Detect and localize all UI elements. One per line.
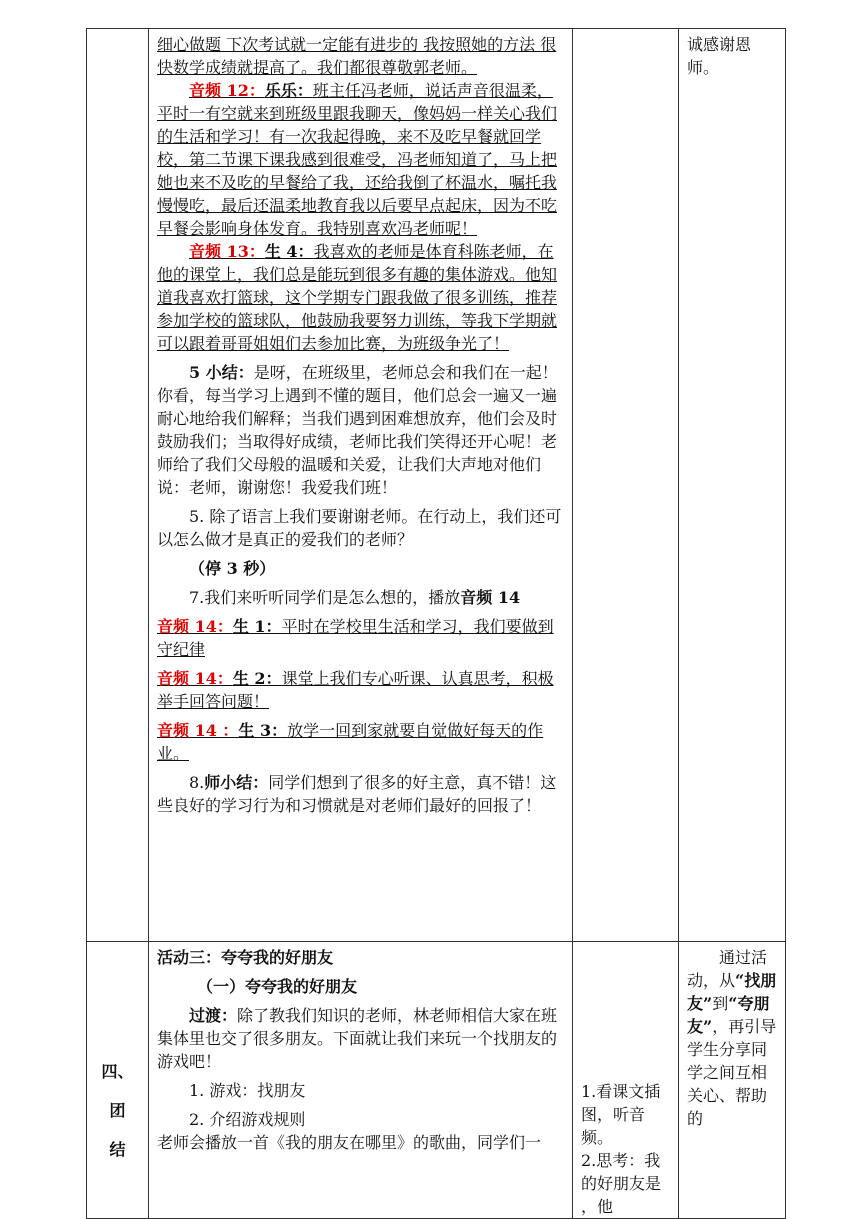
audio-tag: 音频 14： (157, 669, 233, 688)
audio-text: 班主任冯老师，说话声音很温柔，平时一有空就来到班级里跟我聊天，像妈妈一样关心我们的生活和学习！有一次我起得晚，来不及吃早餐就回学校，第二节课下课我感到很难受，冯老师知道了，马上把她也来不及吃的早餐给了我，还给我倒了杯温水，嘱托我慢慢吃，最后还温柔地教育我以后要早点起床，因为不吃早餐会影响身体发育。我特别喜欢冯老师呢！ (157, 81, 558, 238)
teaching-content-cell (149, 942, 573, 1219)
summary-label: 师小结： (204, 773, 269, 792)
rules-text: 老师会播放一首《我的朋友在哪里》的歌曲，同学们一 (157, 1133, 542, 1152)
design-purpose-cell (679, 942, 786, 1219)
pause-note: （停 3 秒） (189, 559, 276, 578)
purpose-text: 到 (712, 994, 729, 1013)
section-cell (87, 942, 149, 1219)
list-item: 1. 游戏：找朋友 (189, 1081, 306, 1100)
audio-text: 我喜欢的老师是体育科陈老师，在他的课堂上，我们总是能玩到很多有趣的集体游戏。他知道我喜欢打篮球，这个学期专门跟我做了很多训练，推荐参加学校的篮球队，他鼓励我要努力训练，等我下学期就可以跟着哥哥姐姐们去参加比赛，为班级争光了！ (157, 242, 558, 353)
section-cell (87, 29, 149, 942)
student-step: 2.思考：我的好朋友是 ，他 (581, 1151, 662, 1216)
summary-label: 5 小结： (189, 363, 254, 382)
audio-text: 放学一回到家就要自觉做好每天的作业。 (157, 721, 544, 763)
transition-paragraph (157, 1004, 566, 1073)
student-activity-cell (573, 29, 679, 942)
purpose-emphasis: “找朋友” (687, 971, 777, 1013)
speaker: 生 1： (232, 617, 282, 636)
list-item: 2. 介绍游戏规则 (189, 1110, 306, 1129)
audio-14-student-3 (157, 719, 566, 765)
speaker: 生 3： (238, 721, 288, 740)
activity-subtitle: （一）夸夸我的好朋友 (197, 977, 358, 996)
activity-title: 活动三：夸夸我的好朋友 (157, 948, 334, 967)
transition-label: 过渡： (189, 1006, 238, 1025)
paragraph-continued: 细心做题 下次考试就一定能有进步的 我按照她的方法 很快数学成绩就提高了。我们都很尊敬郭老师。 (157, 35, 557, 77)
speaker: 生 2： (232, 669, 282, 688)
purpose-text: 诚感谢恩师。 (687, 35, 752, 77)
summary-number: 8. (189, 773, 205, 792)
audio-12-paragraph (157, 79, 566, 240)
audio-text: 课堂上我们专心听课、认真思考，积极举手回答问题！ (157, 669, 554, 711)
audio-14-student-1 (157, 615, 566, 661)
section-char: 结 (109, 1140, 126, 1159)
audio-reference: 音频 14 (460, 588, 521, 607)
audio-tag: 音频 13： (189, 242, 265, 261)
audio-13-paragraph (157, 240, 566, 355)
table-row (87, 29, 786, 942)
audio-tag: 音频 12： (189, 81, 265, 100)
teaching-content-cell (149, 29, 573, 942)
speaker: 生 4： (264, 242, 314, 261)
question-5: 5. 除了语言上我们要谢谢老师。在行动上，我们还可以怎么做才是真正的爱我们的老师？ (157, 507, 562, 549)
question-7-text: 7.我们来听听同学们是怎么想的，播放 (189, 588, 461, 607)
student-activity-cell (573, 942, 679, 1219)
summary-text: 是呀，在班级里，老师总会和我们在一起！你看，每当学习上遇到不懂的题目，他们总会一遍又一遍耐心地给我们解释；当我们遇到困难想放弃，他们会及时鼓励我们；当取得好成绩，老师比我们笑得还开心呢！老师给了我们父母般的温暖和关爱，让我们大声地对他们说：老师，谢谢您！我爱我们班！ (157, 363, 558, 497)
purpose-text: 通过活动，从 (687, 948, 768, 990)
audio-text: 平时在学校里生活和学习，我们要做到守纪律 (157, 617, 554, 659)
section-number: 四、 (101, 1062, 134, 1081)
design-purpose-cell (679, 29, 786, 942)
lesson-plan-table (86, 28, 786, 1219)
summary-8-paragraph (157, 771, 566, 817)
audio-tag: 音频 14： (157, 617, 233, 636)
question-7 (157, 586, 566, 609)
student-step: 1.看课文插图，听音频。 (581, 1082, 661, 1147)
summary-text: 同学们想到了很多的好主意，真不错！这些良好的学习行为和习惯就是对老师们最好的回报了！ (157, 773, 557, 815)
transition-text: 除了教我们知识的老师，林老师相信大家在班集体里也交了很多朋友。下面就让我们来玩一个找朋友的游戏吧！ (157, 1006, 558, 1071)
table-row (87, 942, 786, 1219)
purpose-emphasis: “夸朋友” (687, 994, 770, 1036)
audio-tag: 音频 14 ： (157, 721, 239, 740)
purpose-paragraph (687, 946, 781, 1130)
section-char: 团 (109, 1101, 126, 1120)
speaker: 乐乐： (264, 81, 313, 100)
summary-5-paragraph (157, 361, 566, 499)
audio-14-student-2 (157, 667, 566, 713)
purpose-text: ，再引导学生分享同学之间互相关心、帮助的 (687, 1017, 777, 1128)
